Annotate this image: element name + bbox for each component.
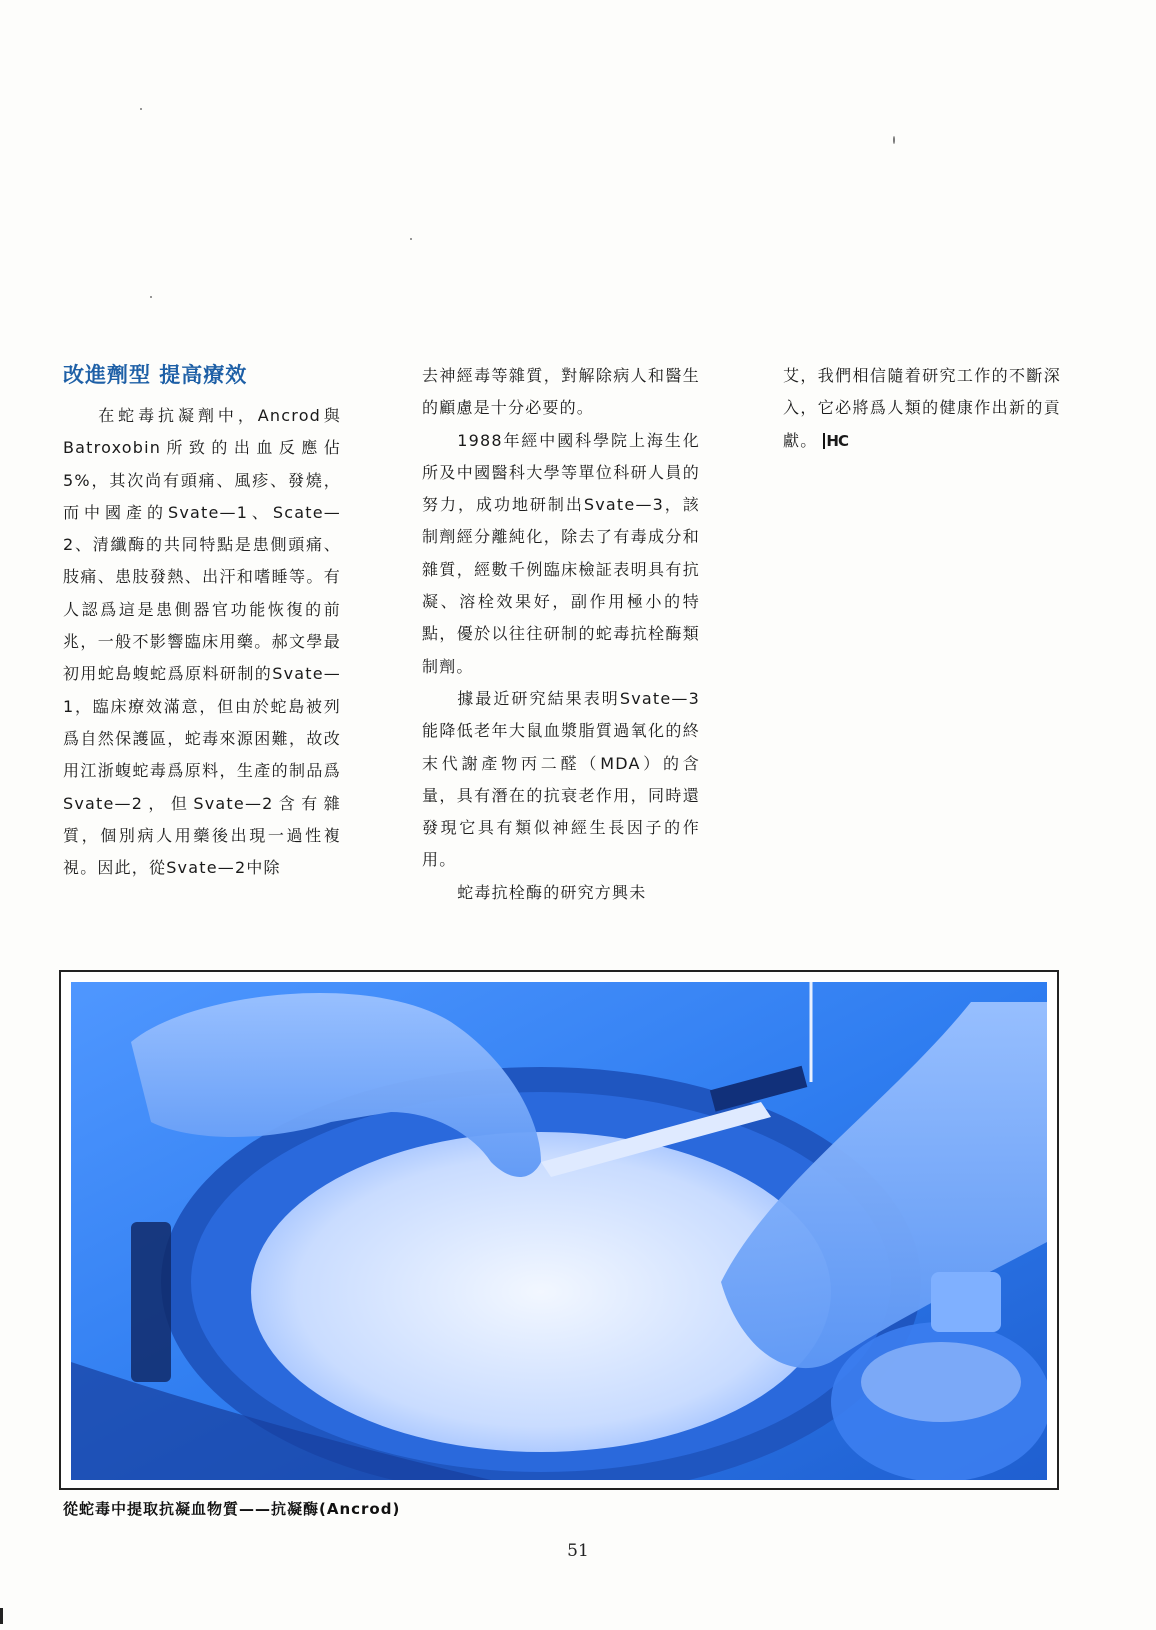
column-2 [422, 360, 700, 909]
body-paragraph: 在蛇毒抗凝劑中，Ancrod與Batroxobin所致的出血反應佔5%，其次尚有頭痛、風疹、發燒，而中國產的Svate—1、Scate—2、清纖酶的共同特點是患側頭痛、肢痛、患肢發熱、出汗和嗜睡等。有人認爲這是患側器官功能恢復的前兆，一般不影響臨床用藥。郝文學最初用蛇島蝮蛇爲原料研制的Svate—1，臨床療效滿意，但由於蛇島被列爲自然保護區，蛇毒來源困難，故改用江浙蝮蛇毒爲原料，生產的制品爲Svate—2，但Svate—2含有雜質，個別病人用藥後出現一過性複視。因此，從Svate—2中除 [63, 406, 341, 878]
section-heading: 改進劑型 提高療效 [63, 363, 248, 387]
closing-text: 艾，我們相信隨着研究工作的不斷深入，它必將爲人類的健康作出新的貢獻。 [783, 366, 1061, 450]
scan-edge-mark [0, 1608, 3, 1624]
lab-photo [71, 982, 1047, 1480]
photo-caption: 從蛇毒中提取抗凝血物質——抗凝酶(Ancrod) [63, 1500, 401, 1518]
scan-speck [893, 136, 895, 144]
body-paragraph: 蛇毒抗栓酶的研究方興未 [457, 882, 647, 902]
column-1 [63, 360, 341, 884]
column-3 [783, 360, 1061, 457]
body-paragraph: 據最近研究結果表明Svate—3能降低老年大鼠血漿脂質過氧化的終末代謝產物丙二醛（MDA）的含量，具有潛在的抗衰老作用，同時還發現它具有類似神經生長因子的作用。 [422, 688, 700, 870]
scan-speck [410, 238, 412, 240]
photo-frame [59, 970, 1059, 1490]
body-paragraph: 1988年經中國科學院上海生化所及中國醫科大學等單位科研人員的努力，成功地研制出Svate—3，該制劑經分離純化，除去了有毒成分和雜質，經數千例臨床檢証表明具有抗凝、溶栓效果好，副作用極小的特點，優於以往往研制的蛇毒抗栓酶類制劑。 [422, 430, 700, 676]
scan-speck [150, 296, 152, 298]
scan-speck [140, 108, 142, 110]
page-number: 51 [567, 1541, 589, 1561]
hc-end-mark-icon: HC [823, 425, 848, 457]
body-paragraph: 去神經毒等雜質，對解除病人和醫生的顧慮是十分必要的。 [422, 366, 700, 418]
body-paragraph [783, 360, 1061, 457]
